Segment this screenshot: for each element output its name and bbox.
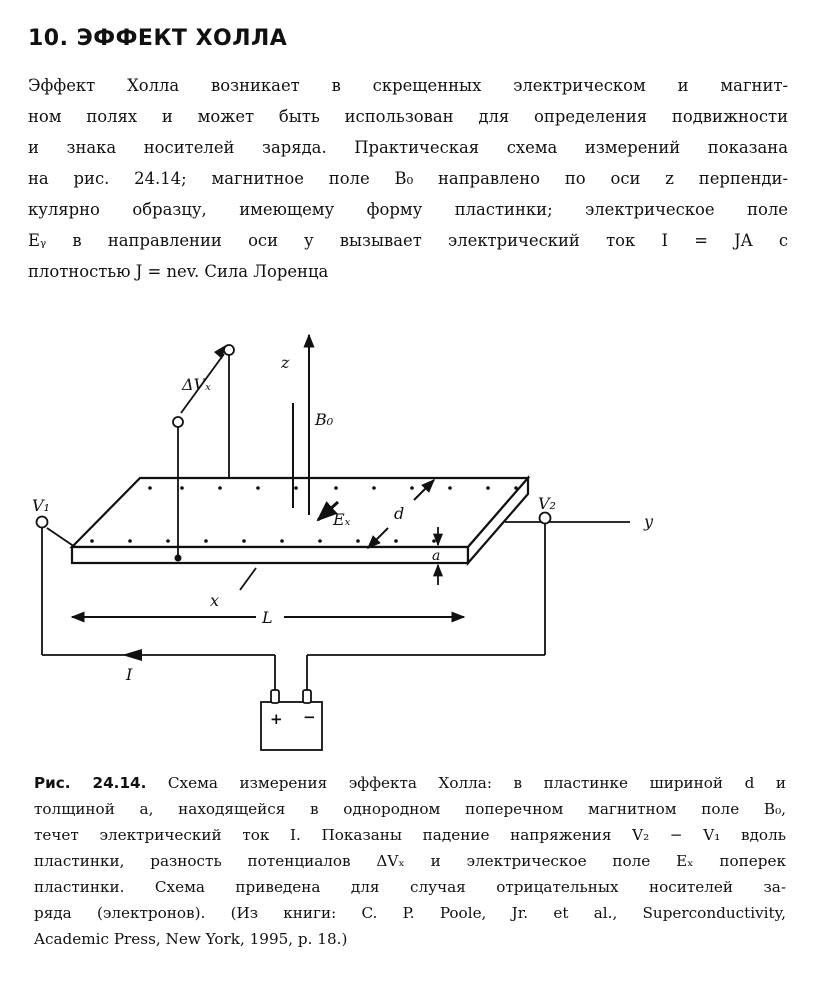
paragraph-line: плотностью J = nev. Сила Лоренца xyxy=(28,262,329,281)
battery-minus-label: − xyxy=(303,708,316,726)
hall-sample-plate xyxy=(72,478,528,563)
body-paragraph xyxy=(28,70,788,287)
paragraph-line: на рис. 24.14; магнитное поле B₀ направлено по оси z перпенди- xyxy=(28,169,788,188)
caption-line: ряда (электронов). (Из книги: C. P. Poole, Jr. et al., Superconductivity, xyxy=(34,904,786,922)
v2-label: V₂ xyxy=(538,494,556,513)
ex-label: Eₓ xyxy=(333,510,351,529)
current-direction-arrow xyxy=(122,649,142,661)
a-label: a xyxy=(432,548,441,564)
v1-terminal xyxy=(37,517,48,528)
y-axis-label: y xyxy=(644,512,654,531)
caption-line: пластинки, разность потенциалов ΔVₓ и электрическое поле Eₓ поперек xyxy=(34,852,786,870)
paragraph-line: кулярно образцу, имеющему форму пластинки; электрическое поле xyxy=(28,200,788,219)
hall-effect-diagram xyxy=(0,330,816,760)
paragraph-line: Eᵧ в направлении оси y вызывает электрический ток I = JA с xyxy=(28,231,788,250)
x-axis-label: x xyxy=(210,591,220,610)
v1-label: V₁ xyxy=(32,496,50,515)
z-axis-label: z xyxy=(281,353,290,372)
probe-contact-dot xyxy=(175,555,182,562)
paragraph-line: Эффект Холла возникает в скрещенных электрическом и магнит- xyxy=(28,76,788,95)
current-I-label: I xyxy=(126,665,133,684)
b0-label: B₀ xyxy=(315,410,334,429)
caption-line-text: Схема измерения эффекта Холла: в пластинке шириной d и xyxy=(146,774,786,792)
caption-line: толщиной a, находящейся в однородном поперечном магнитном поле B₀, xyxy=(34,800,786,818)
caption-line: течет электрический ток I. Показаны падение напряжения V₂ − V₁ вдоль xyxy=(34,826,786,844)
caption-line xyxy=(34,770,786,796)
L-label: L xyxy=(262,608,273,627)
x-axis-line xyxy=(240,568,256,590)
paragraph-line: и знака носителей заряда. Практическая схема измерений показана xyxy=(28,138,788,157)
d-label: d xyxy=(394,504,405,523)
caption-label: Рис. 24.14. xyxy=(34,774,147,792)
section-title: 10. ЭФФЕКТ ХОЛЛА xyxy=(28,26,288,51)
figure-caption xyxy=(34,770,786,952)
delta-vx-label: ΔVₓ xyxy=(182,375,211,394)
battery-plus-label: + xyxy=(270,710,283,728)
v2-terminal xyxy=(540,513,551,524)
caption-line: пластинки. Схема приведена для случая отрицательных носителей за- xyxy=(34,878,786,896)
paragraph-line: ном полях и может быть использован для определения подвижности xyxy=(28,107,788,126)
caption-line: Academic Press, New York, 1995, p. 18.) xyxy=(34,930,348,948)
